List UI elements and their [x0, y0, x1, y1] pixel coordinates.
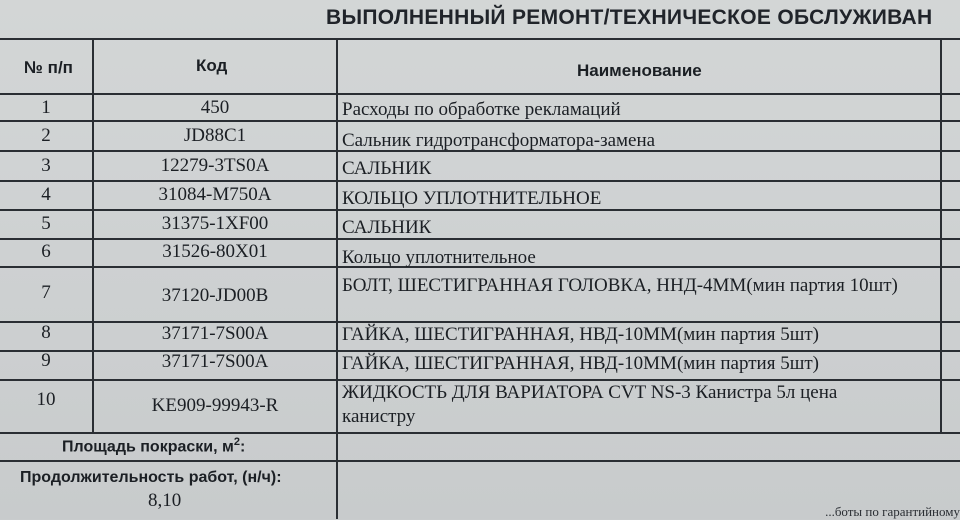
- row-name: ГАЙКА, ШЕСТИГРАННАЯ, НВД-10ММ(мин партия 5шт): [342, 353, 819, 374]
- row-name: БОЛТ, ШЕСТИГРАННАЯ ГОЛОВКА, ННД-4ММ(мин партия 10шт): [342, 275, 898, 296]
- document-title: ВЫПОЛНЕННЫЙ РЕМОНТ/ТЕХНИЧЕСКОЕ ОБСЛУЖИВАН: [326, 6, 933, 29]
- duration-value: 8,10: [148, 490, 182, 511]
- row-code: JD88C1: [183, 125, 247, 146]
- row-code: 37120-JD00B: [161, 285, 269, 306]
- row-number: 7: [41, 282, 51, 303]
- row-name: Расходы по обработке рекламаций: [342, 99, 621, 120]
- header-name: Наименование: [577, 61, 702, 80]
- header-code: Код: [196, 56, 228, 75]
- header-number: № п/п: [24, 58, 73, 77]
- row-name: КОЛЬЦО УПЛОТНИТЕЛЬНОЕ: [342, 188, 602, 209]
- row-code: 12279-3TS0A: [160, 155, 270, 176]
- row-name: ГАЙКА, ШЕСТИГРАННАЯ, НВД-10ММ(мин партия 5шт): [342, 324, 819, 345]
- row-number: 5: [41, 213, 51, 234]
- row-code: 37171-7S00A: [161, 351, 269, 372]
- row-code: KE909-99943-R: [151, 395, 279, 416]
- row-number: 3: [41, 155, 51, 176]
- row-code: 31375-1XF00: [161, 213, 269, 234]
- row-name: САЛЬНИК: [342, 158, 432, 179]
- corner-note: ...боты по гарантийному: [825, 504, 960, 519]
- row-number: 1: [41, 97, 51, 118]
- row-number: 4: [41, 184, 51, 205]
- row-code: 450: [200, 97, 230, 118]
- duration-label: Продолжительность работ, (н/ч):: [20, 469, 282, 486]
- row-name: Сальник гидротрансформатора-замена: [342, 130, 656, 151]
- row-number: 2: [41, 125, 51, 146]
- row-code: 31084-M750A: [158, 184, 272, 205]
- row-number: 10: [36, 389, 56, 410]
- row-name: ЖИДКОСТЬ ДЛЯ ВАРИАТОРА CVT NS-3 Канистра 5л цена канистру: [342, 382, 838, 427]
- row-name: Кольцо уплотнительное: [342, 247, 536, 268]
- row-number: 8: [41, 322, 51, 343]
- row-number: 6: [41, 241, 51, 262]
- row-code: 37171-7S00A: [161, 323, 269, 344]
- row-name: САЛЬНИК: [342, 217, 432, 238]
- row-number: 9: [41, 350, 51, 371]
- paint-area-label: Площадь покраски, $м^2$:: [62, 436, 246, 456]
- row-code: 31526-80X01: [162, 241, 268, 262]
